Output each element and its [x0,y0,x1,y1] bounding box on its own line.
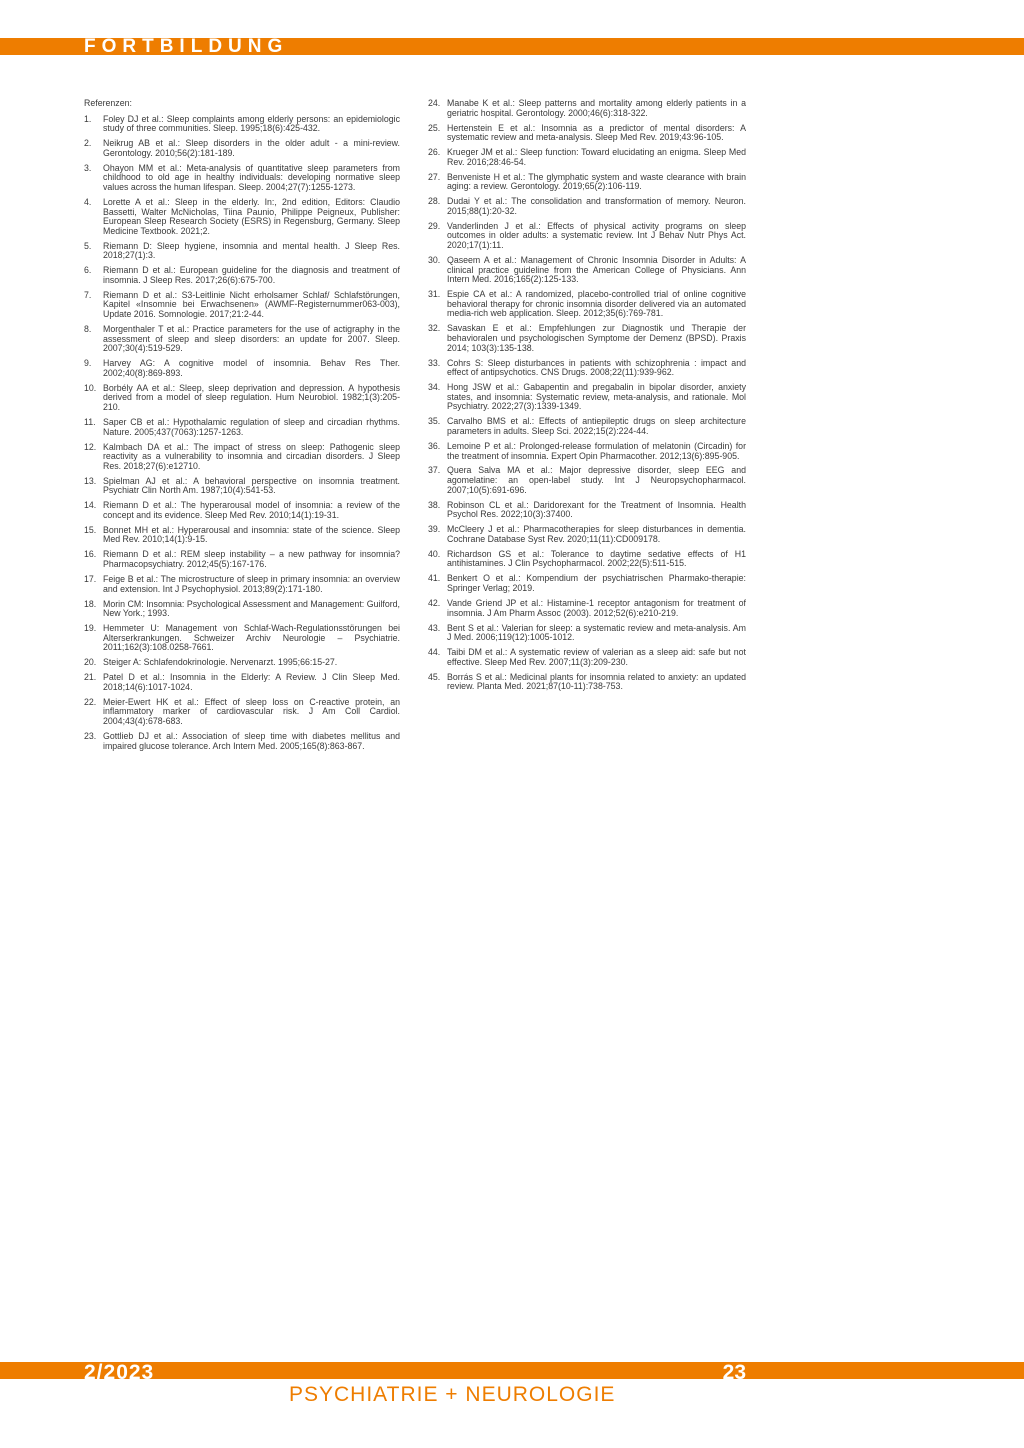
references-column-right [428,99,746,697]
reference-text: Taibi DM et al.: A systematic review of valerian as a sleep aid: safe but not effective. Sleep Med Rev. 2007;11(3):209-230. [447,647,746,667]
reference-text: Qaseem A et al.: Management of Chronic Insomnia Disorder in Adults: A clinical practice guideline from the American College of Physicians. Ann Intern Med. 2016;165(2):125-133. [447,255,746,285]
reference-number: 27. [428,171,441,182]
reference-text: Harvey AG: A cognitive model of insomnia. Behav Res Ther. 2002;40(8):869-893. [103,358,400,378]
reference-text: Richardson GS et al.: Tolerance to daytime sedative effects of H1 antihistamines. J Clin Psychopharmacol. 2002;22(5):511-515. [447,548,746,569]
reference-text: Hong JSW et al.: Gabapentin and pregabalin in bipolar disorder, anxiety states, and insomnia: Systematic review, meta-analysis, and rationale. Mol Psychiatry. 2022;27(3):1339-1349. [447,382,746,412]
reference-text: Ohayon MM et al.: Meta-analysis of quantitative sleep parameters from childhood to old age in healthy individuals: developing normative sleep values across the human lifespan. Sleep. 2004;27(7):1255-1273. [103,162,400,192]
reference-number: 16. [84,549,97,560]
reference-text: Riemann D: Sleep hygiene, insomnia and mental health. J Sleep Res. 2018;27(1):3. [103,240,400,261]
reference-number: 41. [428,573,441,584]
reference-list-left [84,115,400,752]
reference-item [428,383,746,412]
issue-number: 2/2023 [84,1361,155,1384]
page-number: 23 [722,1361,746,1384]
reference-item [428,673,746,692]
reference-list-right [428,99,746,692]
reference-item [84,325,400,354]
reference-text: Riemann D et al.: European guideline for the diagnosis and treatment of insomnia. J Sleep Res. 2017;26(6):675-700. [103,265,400,285]
reference-number: 13. [84,475,97,486]
reference-item [428,197,746,216]
reference-item [428,99,746,118]
reference-text: Spielman AJ et al.: A behavioral perspective on insomnia treatment. Psychiatr Clin North Am. 1987;10(4):541-53. [103,475,400,496]
reference-text: Borrás S et al.: Medicinal plants for insomnia related to anxiety: an updated review. Planta Med. 2021;87(10-11):738-753. [447,671,746,692]
reference-item [428,324,746,353]
reference-text: Cohrs S: Sleep disturbances in patients with schizophrenia : impact and effect of antipsychotics. CNS Drugs. 2008;22(11):939-962. [447,357,746,378]
reference-text: Hertenstein E et al.: Insomnia as a predictor of mental disorders: A systematic review and meta-analysis. Sleep Med Rev. 2019;43:96-105. [447,122,746,143]
reference-item [84,732,400,751]
reference-item [428,550,746,569]
reference-number: 2. [84,138,92,149]
reference-item [84,501,400,520]
reference-number: 3. [84,162,92,173]
reference-number: 12. [84,441,97,452]
reference-item [428,466,746,495]
reference-item [84,443,400,472]
reference-text: McCleery J et al.: Pharmacotherapies for sleep disturbances in dementia. Cochrane Database Syst Rev. 2020;11(11):CD009178. [447,524,746,544]
reference-number: 15. [84,524,97,535]
reference-number: 19. [84,623,97,634]
reference-text: Krueger JM et al.: Sleep function: Toward elucidating an enigma. Sleep Med Rev. 2016;28:46-54. [447,147,746,167]
section-title: FORTBILDUNG [84,36,289,57]
reference-number: 31. [428,289,441,300]
reference-text: Espie CA et al.: A randomized, placebo-controlled trial of online cognitive behavioral therapy for chronic insomnia disorder delivered via an automated media-rich web application. Sleep. 2012;35(6):769-781. [447,289,746,319]
reference-number: 23. [84,731,97,742]
reference-number: 40. [428,548,441,559]
reference-item [428,501,746,520]
reference-text: Meier-Ewert HK et al.: Effect of sleep loss on C-reactive protein, an inflammatory marker of cardiovascular risk. J Am Coll Cardiol. 2004;43(4):678-683. [103,696,400,727]
reference-number: 1. [84,113,92,124]
reference-number: 35. [428,416,441,427]
reference-number: 11. [84,416,96,427]
reference-item [84,477,400,496]
reference-item [428,442,746,461]
reference-text: Riemann D et al.: REM sleep instability – a new pathway for insomnia? Pharmacopsychiatry. 2012;45(5):167-176. [103,549,400,570]
reference-item [84,359,400,378]
reference-number: 4. [84,196,92,207]
reference-number: 21. [84,672,97,683]
reference-item [84,164,400,193]
reference-item [84,115,400,134]
reference-item [84,266,400,285]
reference-item [428,648,746,667]
reference-text: Borbély AA et al.: Sleep, sleep deprivation and depression. A hypothesis derived from a model of sleep regulation. Hum Neurobiol. 1982;1(3):205-210. [103,382,400,412]
reference-number: 42. [428,597,441,608]
reference-item [428,290,746,319]
reference-number: 10. [84,382,97,393]
reference-number: 8. [84,324,92,335]
reference-number: 24. [428,98,441,108]
reference-number: 32. [428,323,441,334]
reference-item [428,417,746,436]
reference-number: 22. [84,696,97,707]
reference-text: Neikrug AB et al.: Sleep disorders in the older adult - a mini-review. Gerontology. 2010;56(2):181-189. [103,138,400,158]
reference-item [428,624,746,643]
reference-item [428,148,746,167]
reference-item [84,550,400,569]
reference-text: Lemoine P et al.: Prolonged-release formulation of melatonin (Circadin) for the treatment of insomnia. Expert Opin Pharmacother. 2012;13(6):895-905. [447,440,746,461]
reference-number: 30. [428,255,441,266]
reference-text: Feige B et al.: The microstructure of sleep in primary insomnia: an overview and extension. Int J Psychophysiol. 2013;89(2):171-180. [103,574,400,594]
reference-number: 34. [428,382,441,393]
reference-text: Hemmeter U: Management von Schlaf-Wach-Regulationsstörungen bei Alterserkrankungen. Schweizer Archiv Neurologie – Psychiatrie. 2011;162(3):108.0258-7661. [103,623,400,653]
journal-title: PSYCHIATRIE + NEUROLOGIE [289,1383,616,1406]
reference-number: 25. [428,122,441,133]
reference-number: 5. [84,240,92,251]
reference-text: Quera Salva MA et al.: Major depressive disorder, sleep EEG and agomelatine: an open-label study. Int J Neuropsychopharmacol. 2007;10(5):691-696. [447,465,746,495]
reference-item [428,124,746,143]
reference-item [84,384,400,413]
reference-number: 38. [428,499,441,510]
reference-item [84,624,400,653]
reference-text: Morgenthaler T et al.: Practice parameters for the use of actigraphy in the assessment of sleep and sleep disorders: an update for 2007. Sleep. 2007;30(4):519-529. [103,324,400,354]
reference-text: Bonnet MH et al.: Hyperarousal and insomnia: state of the science. Sleep Med Rev. 2010;14(1):9-15. [103,524,400,545]
reference-text: Lorette A et al.: Sleep in the elderly. In:, 2nd edition, Editors: Claudio Bassetti, Walter McNicholas, Tiina Paunio, Philippe Peigneux, Publisher: European Sleep Research Society (ESRS) in Regensburg, Germany. Sleep Medicine Textbook. 2021;2. [103,196,400,236]
reference-number: 18. [84,598,97,609]
references-column-left [84,99,400,757]
reference-number: 45. [428,671,441,682]
reference-number: 17. [84,574,97,584]
reference-text: Riemann D et al.: The hyperarousal model of insomnia: a review of the concept and its evidence. Sleep Med Rev. 2010;14(1):19-31. [103,500,400,520]
reference-text: Kalmbach DA et al.: The impact of stress on sleep: Pathogenic sleep reactivity as a vulnerability to insomnia and circadian disorders. J Sleep Res. 2018;27(6):e12710. [103,441,400,471]
reference-item [84,198,400,236]
reference-number: 14. [84,500,97,511]
reference-text: Benveniste H et al.: The glymphatic system and waste clearance with brain aging: a review. Gerontology. 2019;65(2):106-119. [447,171,746,192]
reference-item [84,242,400,261]
reference-number: 39. [428,524,441,535]
reference-number: 20. [84,657,97,668]
reference-item [84,526,400,545]
reference-text: Morin CM: Insomnia: Psychological Assessment and Management: Guilford, New York.; 1993. [103,598,400,619]
reference-text: Riemann D et al.: S3-Leitlinie Nicht erholsamer Schlaf/ Schlafstörungen, Kapitel «Insomnie bei Erwachsenen» (AWMF-Registernummer063-003), Update 2016. Somnologie. 2017;21:2-44. [103,289,400,320]
reference-number: 7. [84,289,92,300]
reference-item [428,599,746,618]
reference-item [84,673,400,692]
reference-item [428,256,746,285]
reference-text: Saper CB et al.: Hypothalamic regulation of sleep and circadian rhythms. Nature. 2005;437(7063):1257-1263. [103,416,400,437]
reference-item [84,418,400,437]
reference-number: 43. [428,622,441,633]
reference-text: Bent S et al.: Valerian for sleep: a systematic review and meta-analysis. Am J Med. 2006;119(12):1005-1012. [447,622,746,643]
reference-number: 29. [428,220,441,231]
reference-text: Robinson CL et al.: Daridorexant for the Treatment of Insomnia. Health Psychol Res. 2022;10(3):37400. [447,499,746,520]
reference-text: Dudai Y et al.: The consolidation and transformation of memory. Neuron. 2015;88(1):20-32. [447,196,746,216]
reference-text: Gottlieb DJ et al.: Association of sleep time with diabetes mellitus and impaired glucose tolerance. Arch Intern Med. 2005;165(8):863-867. [103,731,400,751]
reference-item [84,600,400,619]
reference-text: Benkert O et al.: Kompendium der psychiatrischen Pharmako-therapie: Springer Verlag; 2019. [447,573,746,593]
reference-text: Carvalho BMS et al.: Effects of antiepileptic drugs on sleep architecture parameters in adults. Sleep Sci. 2022;15(2):224-44. [447,416,746,436]
reference-text: Manabe K et al.: Sleep patterns and mortality among elderly patients in a geriatric hospital. Gerontology. 2000;46(6):318-322. [447,98,746,118]
reference-text: Patel D et al.: Insomnia in the Elderly: A Review. J Clin Sleep Med. 2018;14(6):1017-1024. [103,672,400,692]
reference-item [84,575,400,594]
reference-item [84,291,400,320]
reference-item [84,658,400,668]
reference-text: Vanderlinden J et al.: Effects of physical activity programs on sleep outcomes in older adults: a systematic review. Int J Behav Nutr Phys Act. 2020;17(1):11. [447,220,746,251]
reference-item [84,139,400,158]
reference-number: 26. [428,147,441,158]
reference-item [428,525,746,544]
reference-item [84,698,400,727]
reference-number: 6. [84,265,92,276]
reference-item [428,574,746,593]
reference-number: 28. [428,196,441,207]
reference-number: 33. [428,357,441,368]
reference-number: 44. [428,647,441,658]
reference-text: Steiger A: Schlafendokrinologie. Nervenarzt. 1995;66:15-27. [103,657,338,668]
reference-item [428,359,746,378]
reference-text: Foley DJ et al.: Sleep complaints among elderly persons: an epidemiologic study of three communities. Sleep. 1995;18(6):425-432. [103,113,400,134]
reference-text: Savaskan E et al.: Empfehlungen zur Diagnostik und Therapie der behavioralen und psychologischen Symptome der Demenz (BPSD). Praxis 2014; 103(3):135-138. [447,323,746,353]
reference-number: 36. [428,440,441,451]
reference-text: Vande Griend JP et al.: Histamine-1 receptor antagonism for treatment of insomnia. J Am Pharm Assoc (2003). 2012;52(6):e210-219. [447,597,746,618]
reference-number: 9. [84,358,92,369]
reference-number: 37. [428,465,441,476]
reference-item [428,173,746,192]
references-heading: Referenzen: [84,98,132,108]
reference-item [428,222,746,251]
